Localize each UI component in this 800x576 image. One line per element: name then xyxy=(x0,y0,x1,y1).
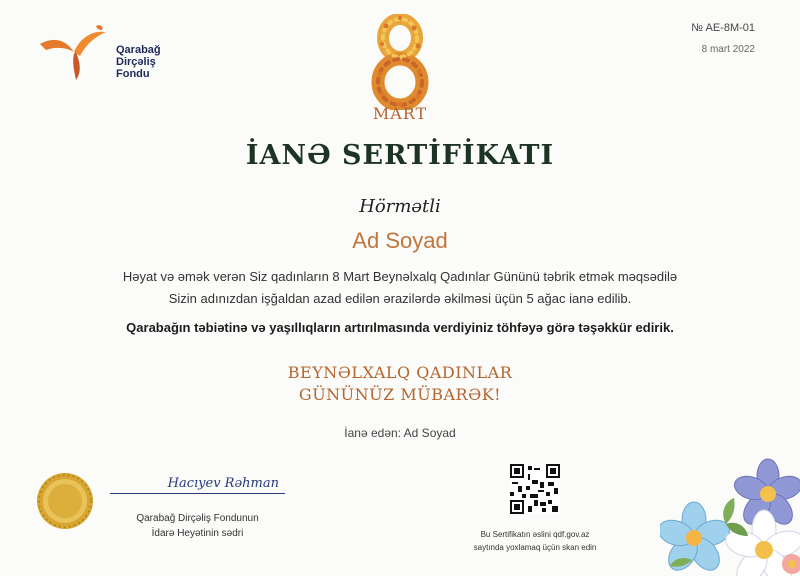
certificate-number: № AE-8M-01 xyxy=(691,22,755,34)
greeting-line-1: BEYNƏLXALQ QADINLAR xyxy=(287,363,513,382)
recipient-name: Ad Soyad xyxy=(352,228,448,253)
foundation-logo xyxy=(36,20,176,84)
signatory-line-1: Qarabağ Dirçəliş Fondunun xyxy=(136,513,259,524)
body-line-2: Sizin adınızdan işğaldan azad edilən ərazilərdə əkilməsi üçün 5 ağac ianə edilib. xyxy=(168,291,632,306)
flower-decoration-icon xyxy=(660,454,800,576)
certificate-body xyxy=(40,266,760,310)
certificate-title: İANƏ SERTİFİKATI xyxy=(245,140,555,171)
salutation: Hörmətli xyxy=(359,196,441,217)
signatory-title xyxy=(110,511,285,541)
verification-line-1: Bu Sertifikatın əslini qdf.gov.az xyxy=(480,530,590,539)
verification-line-2: saytında yoxlamaq üçün skan edin xyxy=(473,543,597,552)
mart-label: MART xyxy=(372,104,428,123)
holiday-greeting xyxy=(0,362,800,406)
logo-line-1: Qarabağ xyxy=(116,44,161,56)
logo-text xyxy=(116,44,161,80)
certificate-date: 8 mart 2022 xyxy=(701,44,755,55)
logo-line-3: Fondu xyxy=(116,68,150,80)
body-line-1: Həyat və əmək verən Siz qadınların 8 Mart Beynəlxalq Qadınlar Gününü təbrik etmək məqsədilə xyxy=(122,269,678,284)
logo-line-2: Dirçəliş xyxy=(116,56,156,68)
donor-text: İanə edən: Ad Soyad xyxy=(344,426,456,440)
qr-code-icon[interactable] xyxy=(510,464,560,514)
greeting-line-2: GÜNÜNÜZ MÜBARƏK! xyxy=(298,385,502,404)
verification-note xyxy=(430,528,640,554)
signature-block xyxy=(110,476,285,494)
signatory-line-2: İdarə Heyətinin sədri xyxy=(151,528,244,539)
flower-eight-icon xyxy=(368,14,432,110)
signature: Hacıyev Rəhman xyxy=(167,476,279,491)
bird-logo-icon xyxy=(36,22,116,82)
thanks-text: Qarabağın təbiətinə və yaşıllıqların artırılmasında verdiyiniz töhfəyə görə təşəkkür edirik. xyxy=(126,320,674,335)
signature-line xyxy=(110,493,285,494)
gold-seal-icon xyxy=(36,472,94,530)
